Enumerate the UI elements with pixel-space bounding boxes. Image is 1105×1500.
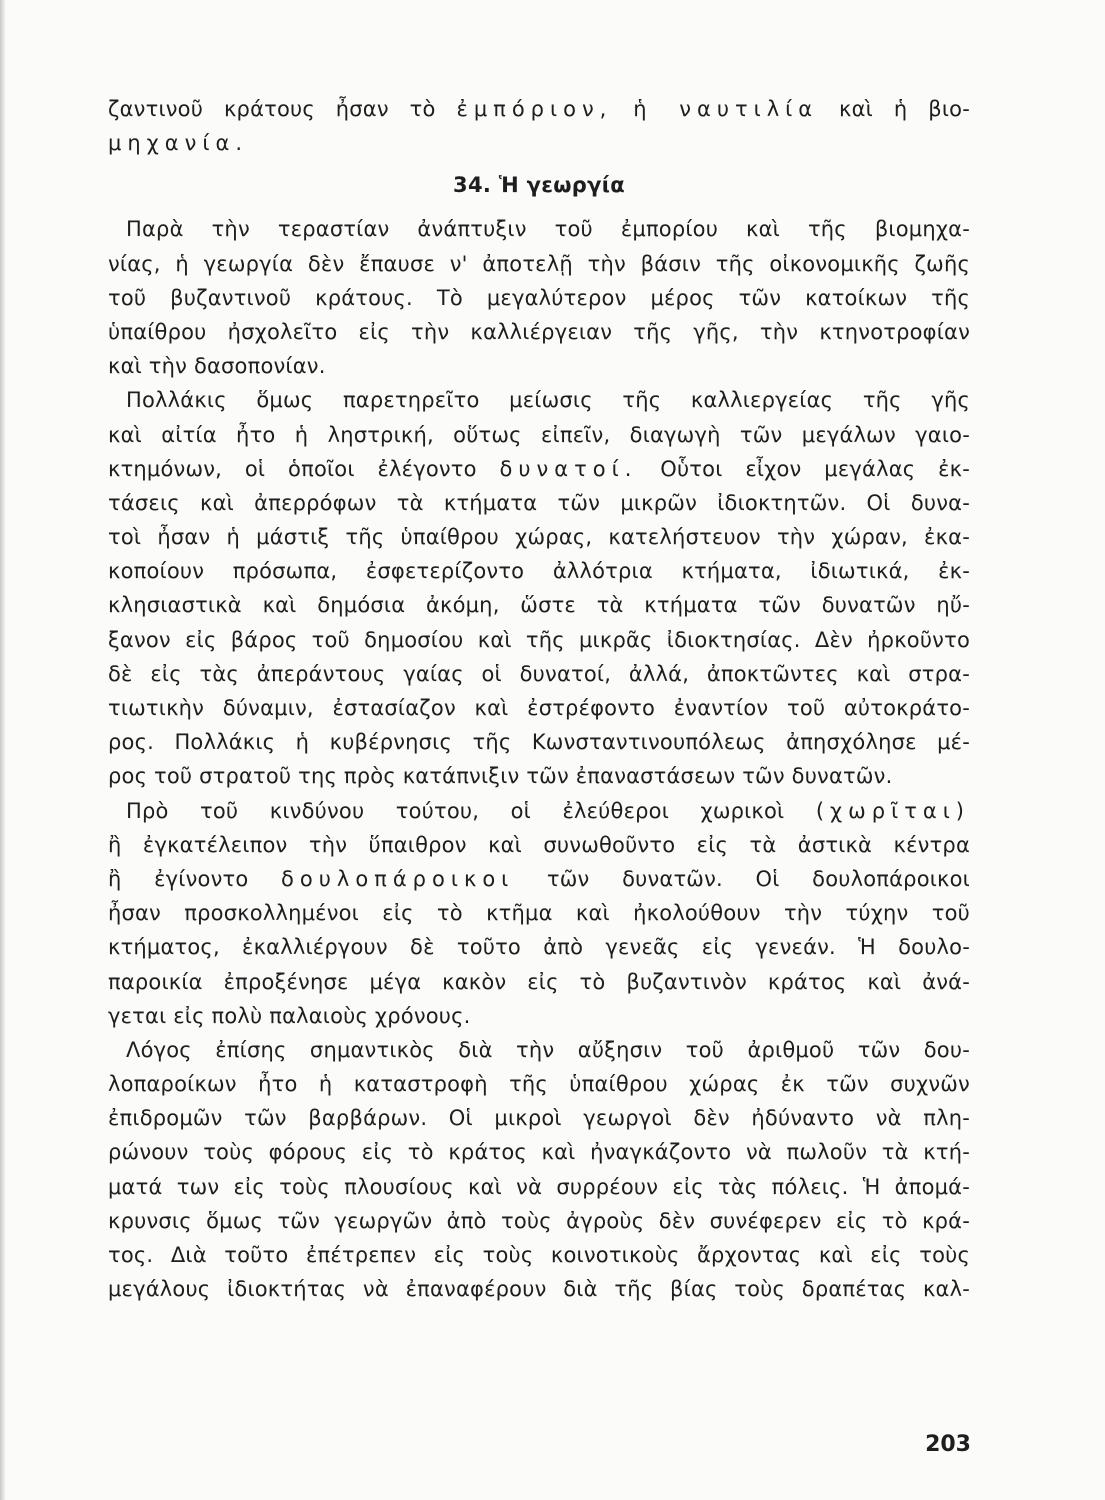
text-span: κτημόνων, οἱ ὁποῖοι ἐλέγοντο <box>108 456 477 481</box>
text-line: Παρὰ τὴν τεραστίαν ἀνάπτυξιν τοῦ ἐμπορίου καὶ τῆς βιομηχα- <box>126 217 970 242</box>
text-line: ρος. Πολλάκις ἡ κυβέρνησις τῆς Κωνσταντινουπόλεως ἀπησχόλησε μέ- <box>108 730 970 755</box>
text-line: λοπαροίκων ἦτο ἡ καταστροφὴ τῆς ὑπαίθρου χώρας ἐκ τῶν συχνῶν <box>108 1072 970 1097</box>
text-line: ματά των εἰς τοὺς πλουσίους καὶ νὰ συρρέουν εἰς τὰς πόλεις. Ἡ ἀπομά- <box>108 1174 970 1199</box>
page-body <box>108 92 970 1306</box>
text-line: νίας, ἡ γεωργία δὲν ἔπαυσε ν' ἀποτελῇ τὴν βάσιν τῆς οἰκονομικῆς ζωῆς <box>108 251 970 276</box>
spaced-term: μηχανία. <box>108 131 248 156</box>
section-heading: 34. Ἡ γεωργία <box>453 173 625 198</box>
text-line: παροικία ἐπροξένησε μέγα κακὸν εἰς τὸ βυζαντινὸν κράτος καὶ ἀνά- <box>108 969 970 994</box>
text-line: Πολλάκις ὅμως παρετηρεῖτο μείωσις τῆς καλλιεργείας τῆς γῆς <box>126 388 970 413</box>
spaced-term: (χωρῖται) <box>815 798 970 823</box>
text-line: τοῦ βυζαντινοῦ κράτους. Τὸ μεγαλύτερον μέρος τῶν κατοίκων τῆς <box>108 285 970 310</box>
text-line: τάσεις καὶ ἀπερρόφων τὰ κτήματα τῶν μικρῶν ἰδιοκτητῶν. Οἱ δυνα- <box>108 490 970 515</box>
text-line <box>108 794 970 828</box>
text-span: ἢ ἐγίνοντο <box>108 866 249 891</box>
text-line: κοποίουν πρόσωπα, ἐσφετερίζοντο ἀλλότρια κτήματα, ἰδιωτικά, ἐκ- <box>108 559 970 584</box>
spaced-term: ἐμπόριον, <box>456 97 613 121</box>
text-line <box>108 452 970 486</box>
text-span: καὶ ἡ βιο- <box>839 97 970 121</box>
text-line: μεγάλους ἰδιοκτήτας νὰ ἐπαναφέρουν διὰ τῆς βίας τοὺς δραπέτας καλ- <box>108 1277 970 1302</box>
page-number: 203 <box>925 1432 971 1457</box>
text-line <box>108 126 970 160</box>
page-spine-shadow <box>0 0 6 1500</box>
text-line: κτήματος, ἐκαλλιέργουν δὲ τοῦτο ἀπὸ γενεᾶς εἰς γενεάν. Ἡ δουλο- <box>108 935 970 960</box>
text-line: τος. Διὰ τοῦτο ἐπέτρεπεν εἰς τοὺς κοινοτικοὺς ἄρχοντας καὶ εἰς τοὺς <box>108 1243 970 1267</box>
text-line: ὑπαίθρου ἠσχολεῖτο εἰς τὴν καλλιέργειαν τῆς γῆς, τὴν κτηνοτροφίαν <box>108 319 970 344</box>
spaced-term: ἡ ναυτιλία <box>633 97 819 121</box>
text-line: τοὶ ἦσαν ἡ μάστιξ τῆς ὑπαίθρου χώρας, κατελήστευον τὴν χώραν, ἐκα- <box>108 525 970 550</box>
text-span: τῶν δυνατῶν. Οἱ δουλοπάροικοι <box>546 866 970 891</box>
text-line: δὲ εἰς τὰς ἀπεράντους γαίας οἱ δυνατοί, ἀλλά, ἀποκτῶντες καὶ στρα- <box>108 661 970 686</box>
text-line: τιωτικὴν δύναμιν, ἐστασίαζον καὶ ἐστρέφοντο ἐναντίον τοῦ αὐτοκράτο- <box>108 696 970 720</box>
text-line: καὶ αἰτία ἦτο ἡ ληστρική, οὕτως εἰπεῖν, διαγωγὴ τῶν μεγάλων γαιο- <box>108 422 970 447</box>
spaced-term: δυνατοί. <box>499 456 638 481</box>
text-line: ρώνουν τοὺς φόρους εἰς τὸ κράτος καὶ ἠναγκάζοντο νὰ πωλοῦν τὰ κτή- <box>108 1140 970 1165</box>
text-line: κλησιαστικὰ καὶ δημόσια ἀκόμη, ὥστε τὰ κτήματα τῶν δυνατῶν ηὔ- <box>108 593 970 618</box>
text-line: καὶ τὴν δασοπονίαν. <box>108 354 326 379</box>
text-line: κρυνσις ὅμως τῶν γεωργῶν ἀπὸ τοὺς ἀγροὺς δὲν συνέφερεν εἰς τὸ κρά- <box>108 1208 970 1233</box>
spaced-term: δουλοπάροικοι <box>281 866 515 891</box>
text-span: Οὗτοι εἶχον μεγάλας ἐκ- <box>660 456 970 481</box>
text-line <box>108 862 970 896</box>
text-line: γεται εἰς πολὺ παλαιοὺς χρόνους. <box>108 1003 471 1028</box>
text-line: ἐπιδρομῶν τῶν βαρβάρων. Οἱ μικροὶ γεωργοὶ δὲν ἠδύναντο νὰ πλη- <box>108 1106 970 1131</box>
text-line: ἦσαν προσκολλημένοι εἰς τὸ κτῆμα καὶ ἠκολούθουν τὴν τύχην τοῦ <box>108 901 970 926</box>
text-line: ξανον εἰς βάρος τοῦ δημοσίου καὶ τῆς μικρᾶς ἰδιοκτησίας. Δὲν ἠρκοῦντο <box>108 627 970 652</box>
text-line: ἢ ἐγκατέλειπον τὴν ὕπαιθρον καὶ συνωθοῦντο εἰς τὰ ἀστικὰ κέντρα <box>108 832 970 857</box>
text-line: ρος τοῦ στρατοῦ της πρὸς κατάπνιξιν τῶν ἐπαναστάσεων τῶν δυνατῶν. <box>108 764 893 789</box>
text-line: Λόγος ἐπίσης σημαντικὸς διὰ τὴν αὔξησιν τοῦ ἀριθμοῦ τῶν δου- <box>126 1037 970 1062</box>
text-line <box>108 92 970 126</box>
text-span: Πρὸ τοῦ κινδύνου τούτου, οἱ ἐλεύθεροι χωρικοὶ <box>126 798 785 823</box>
text-span: ζαντινοῦ κράτους ἦσαν τὸ <box>108 97 436 121</box>
